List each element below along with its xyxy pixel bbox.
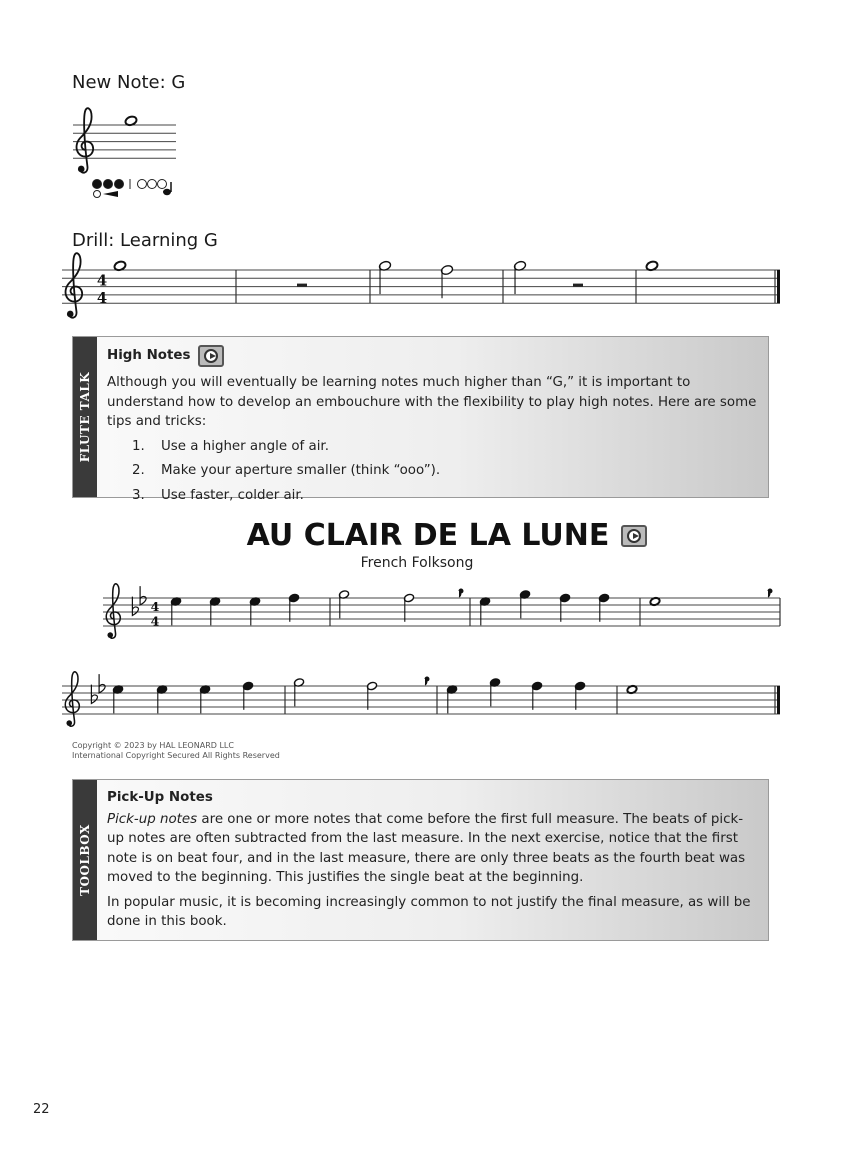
text: are one or more notes that come before the first full measure. The beats of pick-up notes are often subtracted from the last measure. In the next exercise, notice that the first note is on beat four, and in the last measure, there are only three beats as the fourth beat was moved to the beginning. This justifies the single beat at the beginning. — [107, 811, 746, 885]
song-title: AU CLAIR DE LA LUNE — [246, 518, 610, 553]
flat-sign — [140, 586, 146, 605]
new-note-heading: New Note: G — [72, 72, 186, 93]
tip-item: 3. Use faster, colder air. — [149, 486, 758, 506]
drill-heading: Drill: Learning G — [72, 230, 218, 251]
toolbox-label: TOOLBOX — [78, 824, 92, 896]
treble-clef-dot — [107, 632, 113, 638]
flute-talk-title: High Notes — [107, 348, 191, 364]
treble-clef-dot — [66, 720, 72, 726]
tip-item: 2. Make your aperture smaller (think “ooo”). — [149, 461, 758, 481]
toolbox-title: Pick-Up Notes — [107, 790, 213, 805]
flute-talk-label: FLUTE TALK — [78, 371, 92, 463]
thumb-lever — [103, 191, 118, 197]
toolbox-box — [72, 779, 769, 941]
fingering-key — [148, 180, 157, 189]
toolbox-paragraph — [107, 810, 758, 888]
thumb-key — [94, 191, 101, 198]
toolbox-paragraph: In popular music, it is becoming increasingly common to not justify the final measure, as will be done in this book. — [107, 894, 751, 929]
play-audio-icon[interactable] — [621, 525, 647, 547]
treble-clef — [77, 108, 94, 173]
copyright-line: Copyright © 2023 by HAL LEONARD LLC — [72, 741, 234, 750]
play-video-icon[interactable] — [198, 345, 224, 367]
time-signature-top: 4 — [96, 272, 108, 290]
song-subtitle: French Folksong — [360, 555, 474, 571]
flat-sign — [99, 674, 105, 693]
copyright-line: International Copyright Secured All Rights Reserved — [72, 751, 280, 760]
flat-sign — [91, 685, 97, 704]
tip-item: 1. Use a higher angle of air. — [149, 437, 758, 457]
breath-mark — [768, 589, 772, 597]
rest — [573, 284, 583, 287]
final-barline — [777, 270, 780, 303]
final-barline — [777, 686, 780, 714]
breath-mark — [425, 677, 429, 685]
fingering-key — [158, 180, 167, 189]
term: Pick-up notes — [107, 811, 198, 827]
song-header — [0, 518, 864, 572]
fingering-key — [104, 180, 113, 189]
time-signature-top: 4 — [150, 598, 160, 614]
flat-sign — [132, 597, 138, 616]
treble-clef — [66, 253, 83, 318]
fingering-key — [93, 180, 102, 189]
fingering-key — [115, 180, 124, 189]
flute-talk-box — [72, 336, 769, 503]
treble-clef — [106, 584, 120, 638]
time-signature-bottom: 4 — [150, 613, 160, 629]
pinky-key — [163, 189, 171, 195]
treble-clef-dot — [78, 166, 85, 173]
copyright — [72, 741, 280, 761]
flute-talk-body: Although you will eventually be learning notes much higher than “G,” it is important to understand how to develop an embouchure with the flexibility to play high notes. Here are some tips and tricks: — [107, 375, 757, 429]
treble-clef-dot — [67, 311, 74, 318]
treble-clef — [65, 672, 79, 726]
rest — [297, 284, 307, 287]
fingering-key — [138, 180, 147, 189]
page-number: 22 — [33, 1102, 50, 1117]
time-signature-bottom: 4 — [96, 289, 108, 307]
breath-mark — [459, 589, 463, 597]
